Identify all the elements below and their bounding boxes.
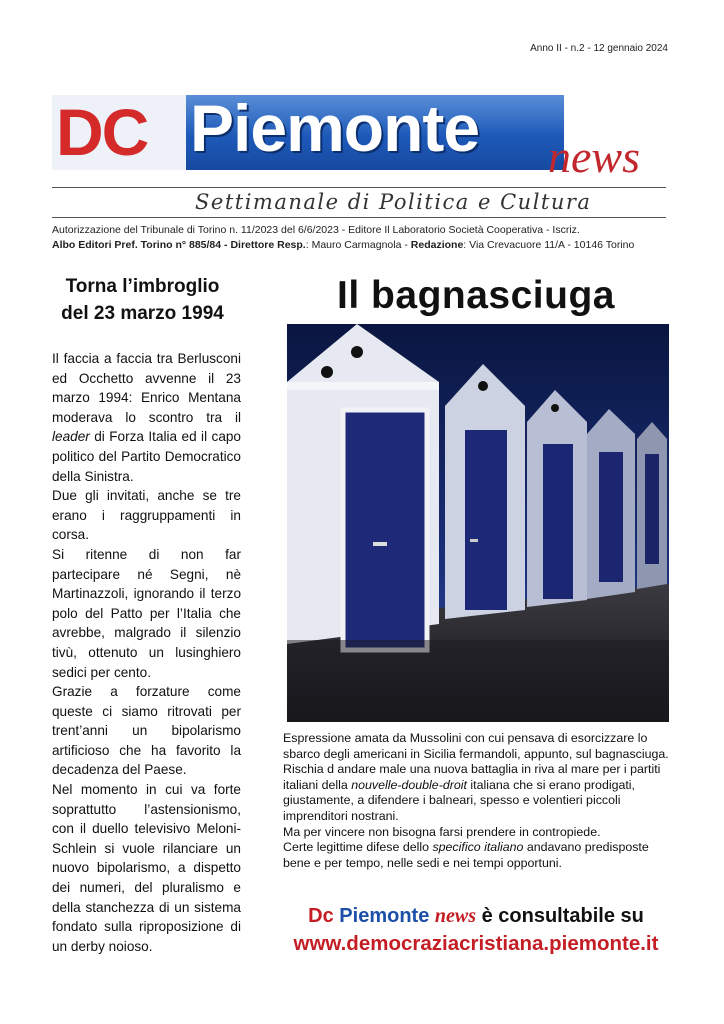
caption-p2-italic: nouvelle-double-droit [351, 777, 467, 792]
left-article-body [52, 349, 241, 956]
caption-p4-a: Certe legittime difese dello [283, 840, 433, 855]
photo-caption [283, 731, 669, 871]
caption-p2-a: Rischia d andare male una nuova battaglia in riva al mare per i partiti italiani della [283, 762, 661, 792]
left-p1-leader: leader [52, 429, 90, 445]
cabin-5 [637, 422, 667, 589]
masthead-piemonte: Piemonte [190, 91, 480, 165]
caption-p2-c: italiana che si erano prodigati, giustamente, a difendere i balneari, spesso e volentieri piccoli imprenditori nostrani. [283, 777, 636, 823]
authorization-director: : Mauro Carmagnola - [305, 239, 411, 251]
left-title-line-2: del 23 marzo 1994 [61, 303, 224, 324]
authorization-line-1: Autorizzazione del Tribunale di Torino n. 11/2023 del 6/6/2023 - Editore Il Laboratorio Società Cooperativa - Iscriz. [52, 224, 580, 236]
left-p1-text-c: di Forza Italia ed il capo politico del Partito Democratico della Sinistra. [52, 429, 241, 484]
left-article-title [40, 273, 245, 327]
cabin-1 [287, 324, 439, 650]
footer-promo [283, 905, 669, 928]
left-title-line-1: Torna l’imbroglio [65, 276, 220, 297]
authorization-director-label: Direttore Resp. [230, 239, 306, 251]
masthead-rule-top [52, 187, 666, 188]
footer-website-link[interactable]: www.democraziacristiana.piemonte.it [293, 932, 659, 955]
cabin-3 [527, 390, 587, 607]
left-paragraph-1 [52, 349, 241, 486]
footer-dc: Dc [308, 905, 334, 927]
footer-news: news [434, 905, 477, 927]
caption-paragraph-3: Ma per vincere non bisogna farsi prendere in contropiede. [283, 824, 601, 839]
footer-rest: è consultabile su [481, 905, 644, 927]
left-paragraph-5: Nel momento in cui va forte soprattutto l’astensionismo, con il duello televisivo Meloni-Schlein si vuole rilanciare un nuovo bipolarismo, a dispetto dei numeri, del pluralismo e della stanchezza di un sistema fondato sulla riproposizione di un derby noioso. [52, 782, 241, 954]
cabin-2 [445, 364, 525, 619]
footer-piemonte: Piemonte [339, 905, 430, 927]
cabin-4 [587, 409, 635, 599]
authorization-line-2 [52, 239, 634, 251]
issue-info: Anno II - n.2 - 12 gennaio 2024 [530, 43, 668, 54]
beach-cabins-photo [287, 324, 669, 722]
left-paragraph-4: Grazie a forzature come queste ci siamo ritrovati per trent’anni un bipolarismo artificioso che ha favorito la decadenza del Paese. [52, 684, 241, 778]
caption-paragraph-2 [283, 762, 669, 824]
caption-paragraph-4 [283, 840, 669, 871]
masthead-rule-bottom [52, 217, 666, 218]
main-article-title: Il bagnasciuga [337, 274, 615, 317]
masthead-subtitle: Settimanale di Politica e Cultura [195, 190, 592, 214]
caption-p4-italic: specifico italiano [432, 840, 524, 855]
authorization-address: : Via Crevacuore 11/A - 10146 Torino [463, 239, 635, 251]
authorization-redazione-label: Redazione [410, 239, 464, 251]
left-paragraph-2: Due gli invitati, anche se tre erano i raggruppamenti in corsa. [52, 488, 241, 543]
left-paragraph-3: Si ritenne di non far partecipare né Segni, nè Martinazzoli, ignorando il terzo polo del Patto per l’Italia che avrebbe, malgrado il silenzio tivù, ottenuto un lusinghiero sedici per cento. [52, 546, 241, 680]
masthead-news: news [548, 131, 640, 182]
caption-paragraph-1: Espressione amata da Mussolini con cui pensava di esorcizzare lo sbarco degli americani in Sicilia fermandoli, appunto, sul bagnasciuga. [283, 731, 669, 761]
masthead-dc: DC [56, 95, 148, 169]
caption-p4-c: andavano predisposte bene e per tempo, nelle sedi e nei tempi opportuni. [283, 840, 649, 870]
authorization-albo: Albo Editori Pref. Torino n° 885/84 - [52, 239, 231, 251]
left-p1-text-a: Il faccia a faccia tra Berlusconi ed Occhetto avvenne il 23 marzo 1994: Enrico Mentana moderava lo scontro tra il [52, 351, 241, 425]
